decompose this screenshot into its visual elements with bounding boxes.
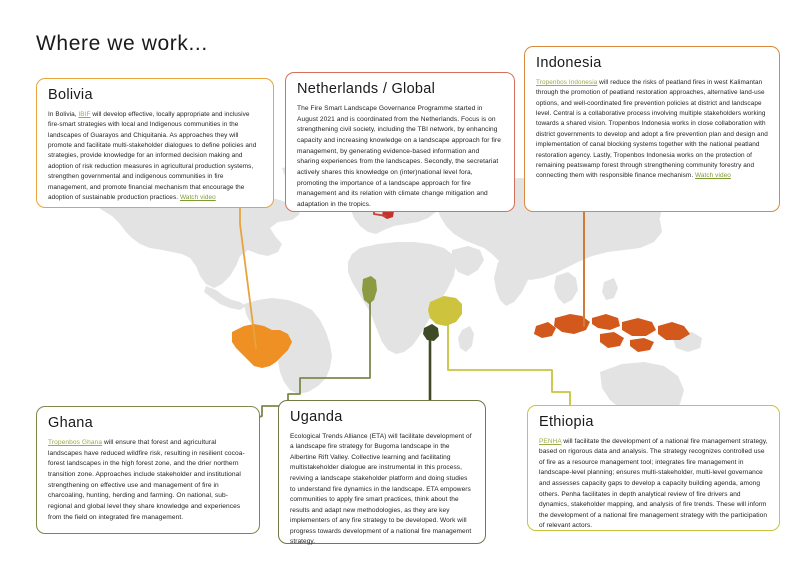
philippines-landmass bbox=[602, 278, 618, 300]
panel-body-uganda: Ecological Trends Alliance (ETA) will facilitate development of a landscape fire strategy for Bugoma landscape in the Albertine Rift Valley. Collective learning and facilitating multistakeholder dialogue are instrumental in this process, reviving a landscape stakeholder platform and doing studies to understand fire dynamics in the landscape. ETA empowers communities to apply fire smart practices, think about the results and adapt new methodologies, as they are key implementers of any fire strategy to be developed. Work will progress towards development of a national fire management strategy. bbox=[290, 432, 472, 546]
panel-text-main-indonesia: will reduce the risks of peatland fires in west Kalimantan through the promotion of peatland restoration approaches, alternative land-use options, and well-coordinated fire prevention policies at district and landscape level. Central is a collaborative process involving multiple stakeholders working towards a shared vision. Tropenbos Indonesia works in close collaboration with district governments to develop and adopt a fire prevention plan and design and implementation of canal blocking systems together with the national peatland restoration agency. Lastly, Tropenbos Indonesia works on the protection of remaining peatswamp forest through strengthening community forestry and connecting them with responsible finance mechanism. bbox=[536, 78, 768, 180]
se-asia-landmass bbox=[554, 272, 578, 304]
panel-uganda bbox=[278, 400, 486, 544]
panel-body-indonesia bbox=[536, 78, 768, 182]
panel-ghana bbox=[36, 406, 260, 534]
panel-text-lead-bolivia: In Bolivia, bbox=[48, 110, 79, 118]
panel-title-uganda: Uganda bbox=[290, 409, 343, 425]
central-america-landmass bbox=[204, 286, 246, 310]
madagascar-landmass bbox=[458, 326, 474, 352]
panel-title-ghana: Ghana bbox=[48, 415, 94, 431]
panel-body-ghana bbox=[48, 438, 248, 523]
panel-title-ethiopia: Ethiopia bbox=[539, 414, 594, 430]
panel-indonesia bbox=[524, 46, 780, 212]
link-tropenbos-indonesia[interactable]: Tropenbos Indonesia bbox=[536, 78, 598, 86]
panel-text-main-bolivia: will develop effective, locally appropriate and inclusive fire-smart strategies with local and Indigenous communities in the landscapes of Guarayos and Chiquitania. As approaches they will promote and facilitate multi-stakeholder dialogues to define policies and strategies, provide knowledge for an informed decision making and adoption of risk reduction measures in agricultural production systems, strengthen governmental and indigenous communities in fire management, and promote financial mechanism that encourage the adoption of sustainable production practices. bbox=[48, 110, 257, 201]
link-watch-video-indonesia[interactable]: Watch video bbox=[695, 172, 731, 180]
panel-text-main-ghana: will ensure that forest and agricultural landscapes have reduced wildfire risk, resulting in resilient cocoa-forest landscapes in the high forest zone, and the drier northern transition zone. Approaches include stakeholder and institutional strengthening on effective use and management of fire in charcoaling, hunting, herding and farming. On national, sub-regional and global level they share knowledge and experiences from the field on integrated fire management. bbox=[48, 438, 245, 521]
panel-bolivia bbox=[36, 78, 274, 208]
panel-text-main-ethiopia: will facilitate the development of a national fire management strategy, based on rigorous data and analysis. The strategy recognizes controlled use of fire as a resource management tool; integrates fire management in landscape-level planning; ensures multi-stakeholder, multi-level governance and assesses capacity gaps to develop a capacity building agenda, among others. Penha facilitates in depth analytical review of fire drivers and dynamics, stakeholder mapping, and analysis of fire trends. These will inform the development of a national fire management strategy with the participation of relevant actors. bbox=[539, 437, 768, 530]
panel-title-netherlands: Netherlands / Global bbox=[297, 81, 436, 97]
link-tropenbos-ghana[interactable]: Tropenbos Ghana bbox=[48, 438, 103, 446]
panel-body-ethiopia bbox=[539, 437, 768, 532]
panel-title-bolivia: Bolivia bbox=[48, 87, 93, 103]
panel-ethiopia bbox=[527, 405, 780, 531]
panel-body-bolivia bbox=[48, 110, 262, 203]
panel-body-netherlands: The Fire Smart Landscape Governance Programme started in August 2021 and is coordinated from the Netherlands. Focus is on strengthening civil society, including the TBI network, by enhancing capacity and increasing knowledge on a landscape approach for fire management, by generating evidence-based information and sharing experiences from the landscapes. Secondly, the secretariat actively shares this knowledge on (inter)national level fora, promoting the importance of a landscape approach for fire management and its relation with climate change mitigation and adaptation in the tropics. bbox=[297, 104, 501, 208]
page-title: Where we work... bbox=[36, 32, 208, 55]
india-landmass bbox=[494, 258, 530, 306]
link-watch-video-bolivia[interactable]: Watch video bbox=[179, 193, 216, 201]
arabia-landmass bbox=[452, 246, 484, 276]
country-uganda bbox=[423, 324, 439, 341]
panel-netherlands bbox=[285, 72, 515, 212]
link-penha[interactable]: PENHA bbox=[539, 437, 562, 445]
country-indonesia bbox=[534, 314, 690, 352]
link-ibif[interactable]: IBIF bbox=[78, 110, 91, 118]
panel-title-indonesia: Indonesia bbox=[536, 55, 602, 71]
